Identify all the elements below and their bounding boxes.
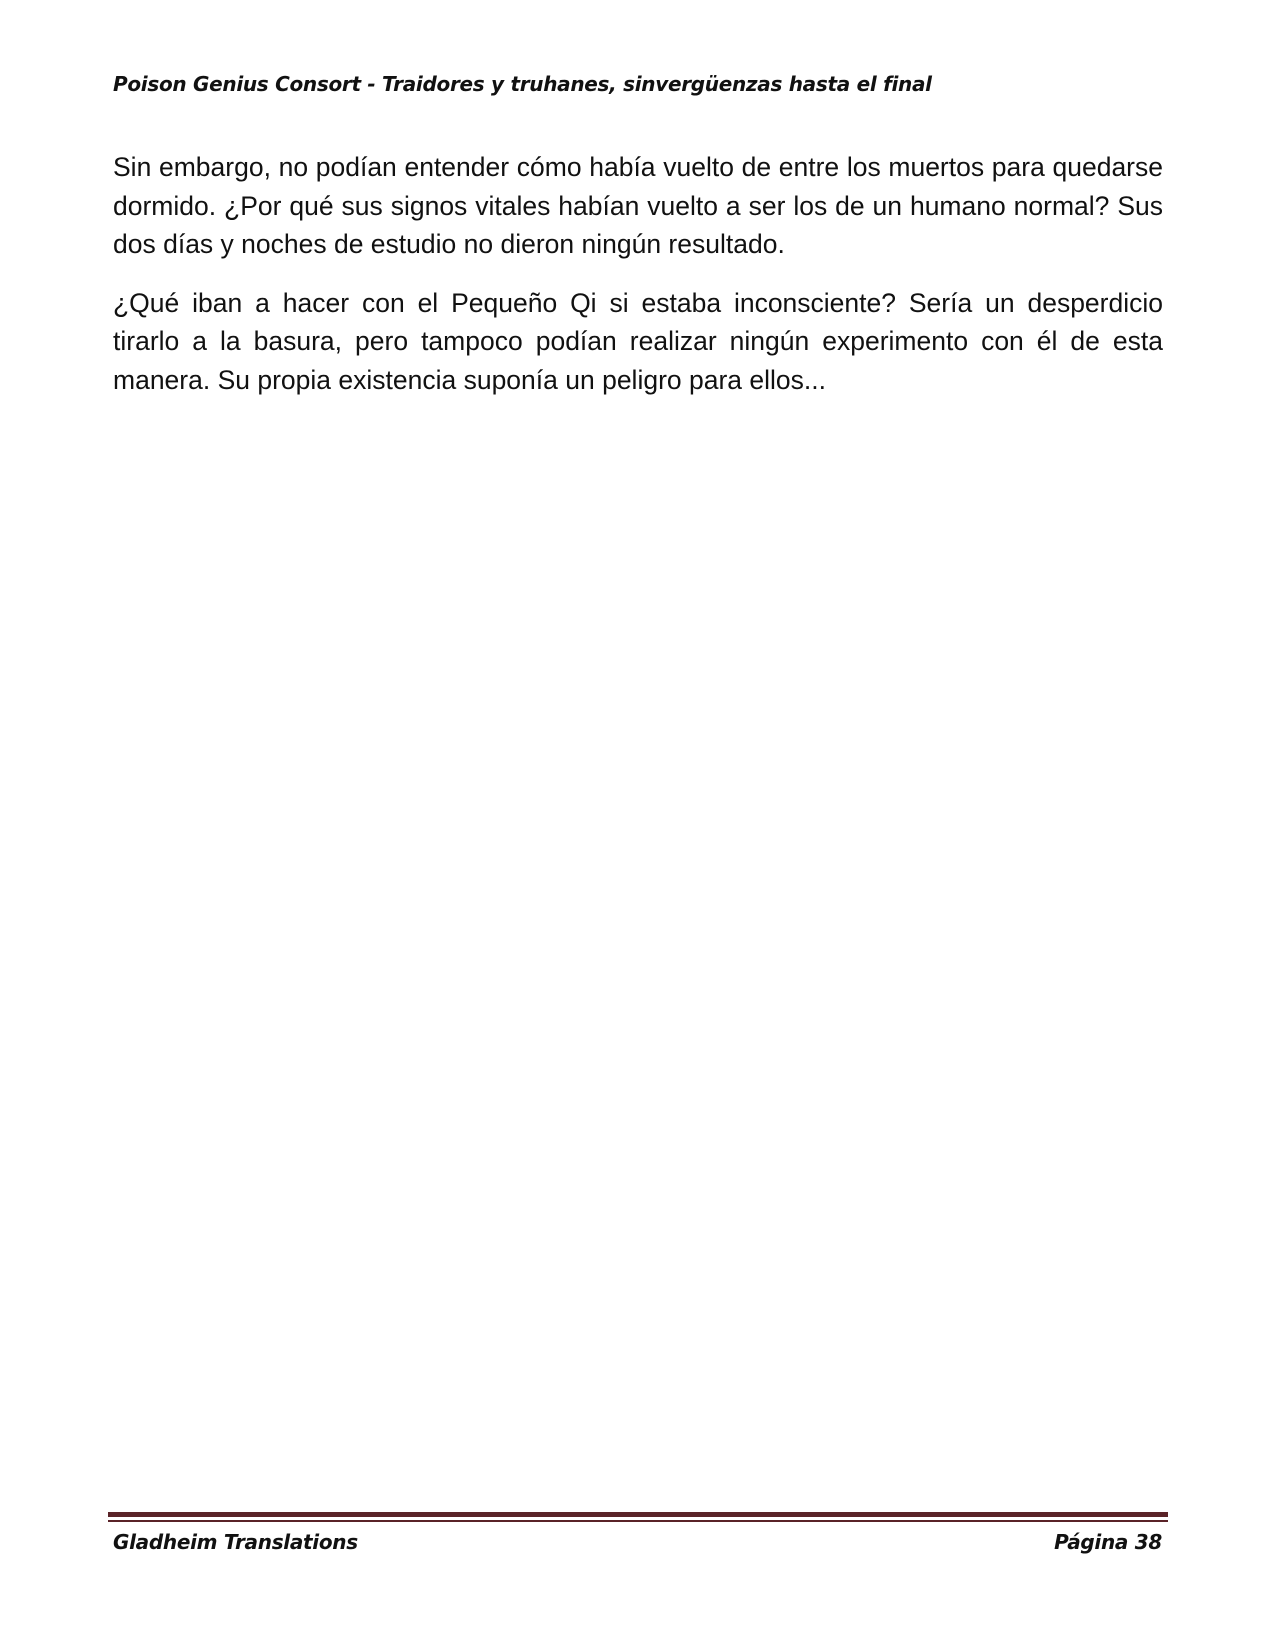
paragraph: ¿Qué iban a hacer con el Pequeño Qi si estaba inconsciente? Sería un desperdicio tirarlo a la basura, pero tampoco podían realizar ningún experimento con él de esta manera. Su propia existencia suponía un peligro para ellos... bbox=[113, 287, 1163, 395]
footer-page-number: Página 38 bbox=[1054, 1530, 1162, 1554]
footer-divider-thick bbox=[108, 1512, 1168, 1517]
paragraph: Sin embargo, no podían entender cómo había vuelto de entre los muertos para quedarse dormido. ¿Por qué sus signos vitales habían vuelto a ser los de un humano normal? Sus dos días y noches de estudio no dieron ningún resultado. bbox=[113, 152, 1163, 259]
running-header-title: Poison Genius Consort - Traidores y truhanes, sinvergüenzas hasta el final bbox=[113, 72, 932, 96]
footer-divider-thin bbox=[108, 1520, 1168, 1522]
footer-publisher: Gladheim Translations bbox=[113, 1530, 358, 1554]
body-text bbox=[113, 148, 1163, 419]
